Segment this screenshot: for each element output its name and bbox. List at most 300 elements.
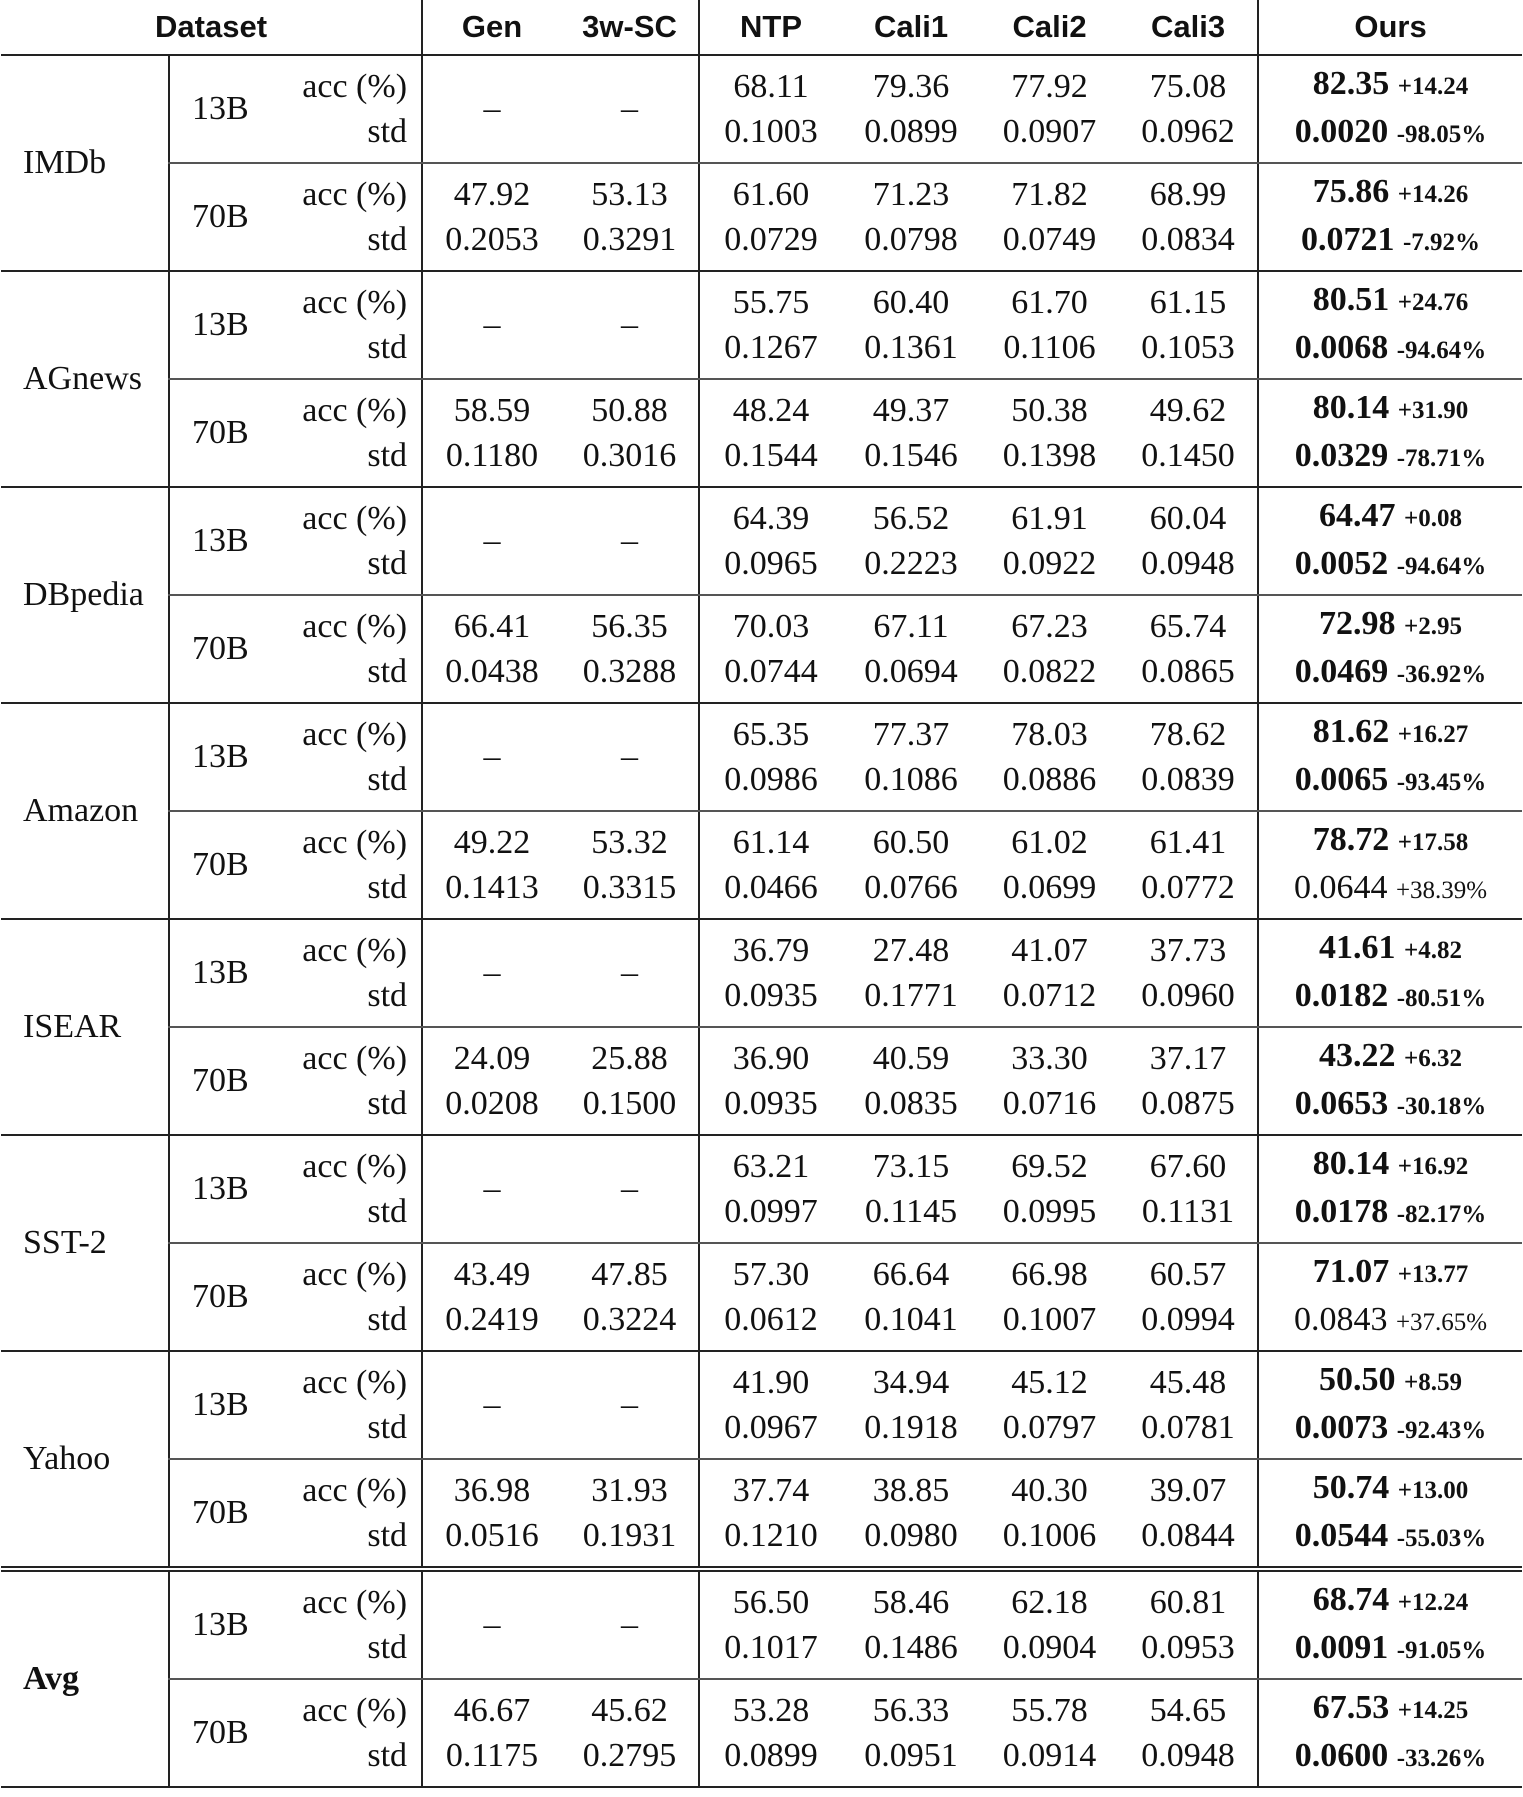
metric-labels xyxy=(269,1135,422,1243)
cell-cali1 xyxy=(842,1135,980,1243)
cell-ntp xyxy=(699,1135,842,1243)
std-value: 0.0997 xyxy=(724,1193,818,1230)
dataset-name: Amazon xyxy=(1,703,169,919)
std-value: 0.1180 xyxy=(445,437,539,474)
ours-acc-delta: +17.58 xyxy=(1397,829,1469,856)
std-value: 0.2795 xyxy=(582,1737,677,1774)
ours-std-value: 0.0068 xyxy=(1294,329,1389,366)
cell-3w-sc xyxy=(561,1351,699,1459)
metric-labels xyxy=(269,703,422,811)
acc-value: 47.85 xyxy=(591,1256,668,1293)
acc-value: 37.17 xyxy=(1149,1040,1227,1077)
not-available-dash: – xyxy=(483,954,501,991)
std-value: 0.0839 xyxy=(1141,761,1235,798)
ours-acc-value: 80.14 xyxy=(1312,1145,1390,1182)
dataset-name: IMDb xyxy=(1,55,169,271)
dataset-name: Yahoo xyxy=(1,1351,169,1569)
acc-value: 78.62 xyxy=(1149,716,1227,753)
cell-ours xyxy=(1258,919,1522,1027)
cell-cali1 xyxy=(842,595,980,703)
std-value: 0.1500 xyxy=(582,1085,677,1122)
table-row xyxy=(1,1135,1522,1243)
cell-gen xyxy=(422,379,561,487)
acc-value: 49.22 xyxy=(453,824,531,861)
ours-acc-delta: +16.27 xyxy=(1397,721,1469,748)
not-available-dash: – xyxy=(483,1606,501,1643)
cell-cali2 xyxy=(980,271,1119,379)
cell-ntp xyxy=(699,487,842,595)
cell-ours xyxy=(1258,1569,1522,1679)
cell-cali2 xyxy=(980,919,1119,1027)
acc-value: 64.39 xyxy=(732,500,810,537)
metric-label-std: std xyxy=(367,329,408,366)
std-value: 0.1413 xyxy=(445,869,539,906)
acc-value: 50.88 xyxy=(591,392,668,429)
acc-value: 60.50 xyxy=(872,824,950,861)
std-value: 0.1131 xyxy=(1141,1193,1235,1230)
cell-ntp xyxy=(699,271,842,379)
metric-labels xyxy=(269,55,422,163)
ours-acc-value: 75.86 xyxy=(1312,173,1390,210)
acc-value: 56.50 xyxy=(732,1584,810,1621)
ours-acc-value: 43.22 xyxy=(1319,1037,1396,1074)
ours-acc-value: 78.72 xyxy=(1312,821,1390,858)
std-value: 0.3224 xyxy=(582,1301,677,1338)
acc-value: 62.18 xyxy=(1011,1584,1088,1621)
cell-gen xyxy=(422,163,561,271)
ours-std-value: 0.0544 xyxy=(1294,1517,1389,1554)
cell-3w-sc xyxy=(561,703,699,811)
cell-gen xyxy=(422,1027,561,1135)
model-size: 70B xyxy=(169,1027,269,1135)
dataset-name: ISEAR xyxy=(1,919,169,1135)
std-value: 0.1771 xyxy=(864,977,958,1014)
cell-cali3 xyxy=(1119,1243,1258,1351)
cell-cali3 xyxy=(1119,811,1258,919)
ours-acc-delta: +4.82 xyxy=(1404,937,1463,964)
ours-std-value: 0.0721 xyxy=(1300,221,1395,258)
std-value: 0.1106 xyxy=(1003,329,1096,366)
metric-label-std: std xyxy=(367,1193,408,1230)
cell-gen xyxy=(422,1459,561,1569)
ours-acc-delta: +14.25 xyxy=(1397,1697,1469,1724)
ours-std-delta: -82.17% xyxy=(1396,1201,1487,1228)
cell-3w-sc xyxy=(561,271,699,379)
acc-value: 40.59 xyxy=(872,1040,950,1077)
std-value: 0.0899 xyxy=(864,113,958,150)
not-available-dash: – xyxy=(621,90,639,127)
std-value: 0.0960 xyxy=(1141,977,1235,1014)
ours-std-delta: -55.03% xyxy=(1396,1525,1487,1552)
ours-std-value: 0.0052 xyxy=(1294,545,1389,582)
table-row xyxy=(1,919,1522,1027)
acc-value: 55.78 xyxy=(1011,1692,1088,1729)
metric-label-acc: acc (%) xyxy=(302,1040,408,1077)
not-available-dash: – xyxy=(483,1170,501,1207)
ours-std-value: 0.0020 xyxy=(1294,113,1389,150)
acc-value: 53.28 xyxy=(732,1692,810,1729)
std-value: 0.2419 xyxy=(445,1301,539,1338)
std-value: 0.0612 xyxy=(724,1301,818,1338)
std-value: 0.1361 xyxy=(864,329,958,366)
metric-label-acc: acc (%) xyxy=(302,1692,408,1729)
model-size: 70B xyxy=(169,163,269,271)
acc-value: 41.90 xyxy=(732,1364,810,1401)
metric-labels xyxy=(269,811,422,919)
ours-acc-delta: +31.90 xyxy=(1397,397,1469,424)
std-value: 0.0208 xyxy=(445,1085,539,1122)
ours-acc-delta: +13.00 xyxy=(1397,1477,1469,1504)
cell-cali2 xyxy=(980,1135,1119,1243)
cell-ntp xyxy=(699,1459,842,1569)
std-value: 0.0772 xyxy=(1141,869,1235,906)
cell-gen xyxy=(422,487,561,595)
cell-cali3 xyxy=(1119,487,1258,595)
ours-acc-delta: +2.95 xyxy=(1404,613,1463,640)
acc-value: 48.24 xyxy=(732,392,810,429)
metric-label-acc: acc (%) xyxy=(302,824,408,861)
cell-ntp xyxy=(699,1351,842,1459)
metric-labels xyxy=(269,595,422,703)
cell-3w-sc xyxy=(561,163,699,271)
not-available-dash: – xyxy=(483,90,501,127)
table-row xyxy=(1,163,1522,271)
std-value: 0.0899 xyxy=(724,1737,818,1774)
not-available-dash: – xyxy=(621,522,639,559)
model-size: 13B xyxy=(169,271,269,379)
acc-value: 61.91 xyxy=(1011,500,1088,537)
cell-gen xyxy=(422,1243,561,1351)
std-value: 0.0948 xyxy=(1141,1737,1235,1774)
cell-gen xyxy=(422,811,561,919)
cell-ntp xyxy=(699,595,842,703)
acc-value: 75.08 xyxy=(1149,68,1227,105)
acc-value: 67.23 xyxy=(1011,608,1088,645)
model-size: 13B xyxy=(169,1569,269,1679)
metric-label-acc: acc (%) xyxy=(302,1584,408,1621)
not-available-dash: – xyxy=(621,1386,639,1423)
not-available-dash: – xyxy=(483,522,501,559)
acc-value: 60.81 xyxy=(1149,1584,1227,1621)
ours-std-delta: -80.51% xyxy=(1396,985,1487,1012)
table-row xyxy=(1,1569,1522,1679)
acc-value: 56.52 xyxy=(872,500,950,537)
cell-cali2 xyxy=(980,1569,1119,1679)
cell-cali2 xyxy=(980,1679,1119,1787)
cell-cali2 xyxy=(980,1351,1119,1459)
acc-value: 36.98 xyxy=(453,1472,531,1509)
acc-value: 67.11 xyxy=(873,608,949,645)
std-value: 0.1003 xyxy=(724,113,818,150)
std-value: 0.1931 xyxy=(582,1517,677,1554)
ours-acc-value: 64.47 xyxy=(1319,497,1396,534)
acc-value: 40.30 xyxy=(1011,1472,1088,1509)
cell-ntp xyxy=(699,703,842,811)
table-row xyxy=(1,1351,1522,1459)
ours-std-delta: -30.18% xyxy=(1396,1093,1487,1120)
header-gen: Gen xyxy=(422,0,561,55)
metric-label-std: std xyxy=(367,1301,408,1338)
std-value: 0.0875 xyxy=(1141,1085,1235,1122)
cell-ntp xyxy=(699,163,842,271)
cell-cali2 xyxy=(980,163,1119,271)
std-value: 0.3315 xyxy=(582,869,677,906)
model-size: 70B xyxy=(169,1243,269,1351)
std-value: 0.2223 xyxy=(864,545,958,582)
metric-label-std: std xyxy=(367,1629,408,1666)
acc-value: 60.40 xyxy=(872,284,950,321)
cell-cali3 xyxy=(1119,379,1258,487)
cell-cali3 xyxy=(1119,163,1258,271)
not-available-dash: – xyxy=(621,1606,639,1643)
cell-3w-sc xyxy=(561,811,699,919)
ours-std-delta: -94.64% xyxy=(1396,553,1487,580)
dataset-name: SST-2 xyxy=(1,1135,169,1351)
cell-cali1 xyxy=(842,1569,980,1679)
cell-gen xyxy=(422,1679,561,1787)
ours-std-delta: -92.43% xyxy=(1396,1417,1487,1444)
model-size: 70B xyxy=(169,1679,269,1787)
table-body xyxy=(1,55,1522,1787)
cell-ours xyxy=(1258,811,1522,919)
std-value: 0.1053 xyxy=(1141,329,1235,366)
ours-std-delta: -93.45% xyxy=(1396,769,1487,796)
ours-std-value: 0.0065 xyxy=(1294,761,1389,798)
acc-value: 36.90 xyxy=(732,1040,810,1077)
metric-label-std: std xyxy=(367,761,408,798)
std-value: 0.0699 xyxy=(1002,869,1097,906)
ours-std-delta: -33.26% xyxy=(1396,1745,1487,1772)
std-value: 0.0744 xyxy=(724,653,818,690)
header-cali3: Cali3 xyxy=(1119,0,1258,55)
cell-cali1 xyxy=(842,1679,980,1787)
acc-value: 34.94 xyxy=(872,1364,950,1401)
metric-labels xyxy=(269,1569,422,1679)
std-value: 0.0951 xyxy=(864,1737,958,1774)
metric-label-acc: acc (%) xyxy=(302,608,408,645)
std-value: 0.1041 xyxy=(864,1301,958,1338)
cell-cali3 xyxy=(1119,271,1258,379)
std-value: 0.0749 xyxy=(1002,221,1097,258)
cell-ours xyxy=(1258,1135,1522,1243)
cell-cali1 xyxy=(842,55,980,163)
table-row xyxy=(1,55,1522,163)
cell-cali2 xyxy=(980,1027,1119,1135)
model-size: 70B xyxy=(169,595,269,703)
metric-labels xyxy=(269,1679,422,1787)
acc-value: 43.49 xyxy=(453,1256,531,1293)
ours-acc-delta: +6.32 xyxy=(1404,1045,1463,1072)
cell-cali1 xyxy=(842,811,980,919)
header-cali2: Cali2 xyxy=(980,0,1119,55)
ours-acc-value: 80.51 xyxy=(1312,281,1390,318)
std-value: 0.0980 xyxy=(864,1517,958,1554)
ours-std-value: 0.0091 xyxy=(1294,1629,1389,1666)
acc-value: 45.12 xyxy=(1011,1364,1088,1401)
std-value: 0.1210 xyxy=(724,1517,818,1554)
ours-acc-value: 50.74 xyxy=(1312,1469,1390,1506)
std-value: 0.1007 xyxy=(1002,1301,1097,1338)
not-available-dash: – xyxy=(483,1386,501,1423)
cell-cali2 xyxy=(980,55,1119,163)
cell-gen xyxy=(422,595,561,703)
std-value: 0.3016 xyxy=(582,437,677,474)
acc-value: 54.65 xyxy=(1149,1692,1227,1729)
cell-ours xyxy=(1258,379,1522,487)
acc-value: 55.75 xyxy=(732,284,810,321)
ours-std-value: 0.0178 xyxy=(1294,1193,1389,1230)
ours-acc-value: 50.50 xyxy=(1319,1361,1396,1398)
acc-value: 41.07 xyxy=(1011,932,1088,969)
std-value: 0.1267 xyxy=(724,329,818,366)
acc-value: 71.23 xyxy=(872,176,950,213)
header-ntp: NTP xyxy=(699,0,842,55)
std-value: 0.0948 xyxy=(1141,545,1235,582)
std-value: 0.0907 xyxy=(1002,113,1097,150)
cell-3w-sc xyxy=(561,1135,699,1243)
std-value: 0.0953 xyxy=(1141,1629,1235,1666)
std-value: 0.0798 xyxy=(864,221,958,258)
std-value: 0.1544 xyxy=(724,437,818,474)
acc-value: 61.15 xyxy=(1149,284,1227,321)
std-value: 0.0904 xyxy=(1002,1629,1097,1666)
std-value: 0.0466 xyxy=(724,869,818,906)
model-size: 13B xyxy=(169,1135,269,1243)
ours-std-value: 0.0329 xyxy=(1294,437,1389,474)
cell-3w-sc xyxy=(561,919,699,1027)
cell-gen xyxy=(422,1351,561,1459)
acc-value: 61.70 xyxy=(1011,284,1088,321)
ours-std-delta: -91.05% xyxy=(1396,1637,1487,1664)
cell-ntp xyxy=(699,811,842,919)
acc-value: 45.62 xyxy=(591,1692,668,1729)
metric-label-acc: acc (%) xyxy=(302,284,408,321)
ours-acc-delta: +0.08 xyxy=(1404,505,1463,532)
ours-std-delta: +37.65% xyxy=(1395,1309,1488,1336)
metric-label-std: std xyxy=(367,977,408,1014)
acc-value: 77.92 xyxy=(1011,68,1088,105)
metric-label-std: std xyxy=(367,113,408,150)
ours-acc-value: 41.61 xyxy=(1319,929,1396,966)
acc-value: 36.79 xyxy=(732,932,810,969)
ours-std-delta: -7.92% xyxy=(1402,229,1481,256)
metric-label-acc: acc (%) xyxy=(302,1472,408,1509)
acc-value: 50.38 xyxy=(1011,392,1088,429)
metric-label-std: std xyxy=(367,545,408,582)
table-row xyxy=(1,703,1522,811)
header-ours: Ours xyxy=(1258,0,1522,55)
metric-label-std: std xyxy=(367,1085,408,1122)
metric-labels xyxy=(269,1243,422,1351)
ours-acc-delta: +8.59 xyxy=(1404,1369,1463,1396)
ours-std-value: 0.0843 xyxy=(1293,1301,1388,1338)
acc-value: 67.60 xyxy=(1149,1148,1227,1185)
model-size: 13B xyxy=(169,55,269,163)
cell-ours xyxy=(1258,1459,1522,1569)
cell-ntp xyxy=(699,1027,842,1135)
ours-std-value: 0.0653 xyxy=(1294,1085,1389,1122)
acc-value: 33.30 xyxy=(1011,1040,1088,1077)
acc-value: 73.15 xyxy=(872,1148,950,1185)
acc-value: 47.92 xyxy=(453,176,531,213)
std-value: 0.0995 xyxy=(1002,1193,1097,1230)
cell-cali3 xyxy=(1119,1027,1258,1135)
acc-value: 66.98 xyxy=(1011,1256,1088,1293)
std-value: 0.3291 xyxy=(582,221,677,258)
acc-value: 61.60 xyxy=(732,176,810,213)
cell-ntp xyxy=(699,1243,842,1351)
cell-cali1 xyxy=(842,487,980,595)
std-value: 0.0914 xyxy=(1002,1737,1097,1774)
cell-cali1 xyxy=(842,919,980,1027)
ours-acc-value: 72.98 xyxy=(1319,605,1396,642)
std-value: 0.0438 xyxy=(445,653,539,690)
acc-value: 65.74 xyxy=(1149,608,1227,645)
metric-label-acc: acc (%) xyxy=(302,716,408,753)
acc-value: 61.02 xyxy=(1011,824,1088,861)
acc-value: 58.46 xyxy=(872,1584,950,1621)
cell-ours xyxy=(1258,1243,1522,1351)
metric-label-acc: acc (%) xyxy=(302,1256,408,1293)
cell-cali2 xyxy=(980,811,1119,919)
std-value: 0.1017 xyxy=(724,1629,818,1666)
ours-std-delta: -98.05% xyxy=(1396,121,1487,148)
cell-ntp xyxy=(699,379,842,487)
metric-labels xyxy=(269,1351,422,1459)
std-value: 0.0835 xyxy=(864,1085,958,1122)
cell-cali2 xyxy=(980,1459,1119,1569)
cell-3w-sc xyxy=(561,379,699,487)
acc-value: 27.48 xyxy=(872,932,950,969)
std-value: 0.1918 xyxy=(864,1409,958,1446)
cell-cali1 xyxy=(842,1027,980,1135)
metric-labels xyxy=(269,487,422,595)
header-cali1: Cali1 xyxy=(842,0,980,55)
acc-value: 56.33 xyxy=(872,1692,950,1729)
ours-acc-delta: +13.77 xyxy=(1397,1261,1469,1288)
ours-std-value: 0.0469 xyxy=(1294,653,1389,690)
ours-acc-value: 68.74 xyxy=(1312,1581,1390,1618)
acc-value: 25.88 xyxy=(591,1040,668,1077)
cell-gen xyxy=(422,1135,561,1243)
metric-label-std: std xyxy=(367,221,408,258)
cell-3w-sc xyxy=(561,1569,699,1679)
ours-acc-delta: +16.92 xyxy=(1397,1153,1469,1180)
std-value: 0.0986 xyxy=(724,761,818,798)
acc-value: 31.93 xyxy=(591,1472,668,1509)
ours-std-delta: +38.39% xyxy=(1395,877,1488,904)
metric-label-acc: acc (%) xyxy=(302,500,408,537)
acc-value: 38.85 xyxy=(872,1472,950,1509)
std-value: 0.2053 xyxy=(445,221,539,258)
std-value: 0.0694 xyxy=(864,653,958,690)
cell-ours xyxy=(1258,163,1522,271)
ours-acc-value: 80.14 xyxy=(1312,389,1390,426)
table-row xyxy=(1,487,1522,595)
metric-label-acc: acc (%) xyxy=(302,932,408,969)
cell-ours xyxy=(1258,1679,1522,1787)
cell-gen xyxy=(422,703,561,811)
acc-value: 46.67 xyxy=(453,1692,531,1729)
acc-value: 39.07 xyxy=(1149,1472,1227,1509)
model-size: 13B xyxy=(169,1351,269,1459)
acc-value: 57.30 xyxy=(732,1256,810,1293)
model-size: 70B xyxy=(169,811,269,919)
cell-cali2 xyxy=(980,703,1119,811)
acc-value: 78.03 xyxy=(1011,716,1088,753)
std-value: 0.1450 xyxy=(1141,437,1235,474)
ours-acc-value: 71.07 xyxy=(1312,1253,1390,1290)
